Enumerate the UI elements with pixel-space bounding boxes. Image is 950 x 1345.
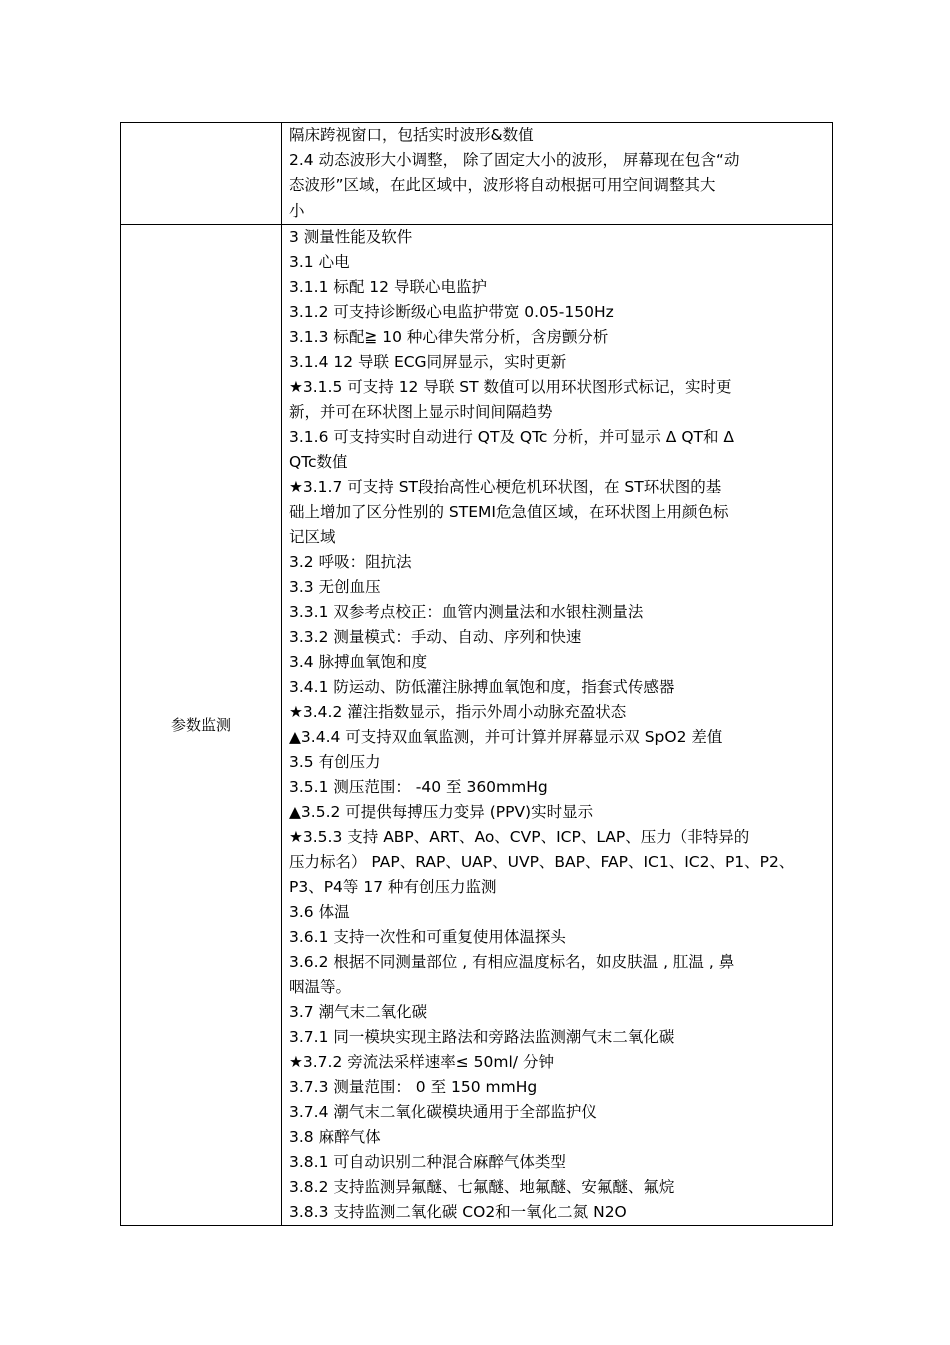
category-cell-empty [121, 123, 282, 225]
content-line: 隔床跨视窗口，包括实时波形&数值 [289, 126, 534, 144]
content-line: P3、P4等 17 种有创压力监测 [289, 877, 497, 896]
content-line: ★3.4.2 灌注指数显示，指示外周小动脉充盈状态 [289, 702, 627, 721]
content-line: ★3.1.5 可支持 12 导联 ST 数值可以用环状图形式标记，实时更 [289, 377, 732, 396]
content-line: 3.3 无创血压 [289, 577, 381, 596]
table-row-parameter-monitoring [121, 224, 833, 1225]
content-line: 3 测量性能及软件 [289, 227, 413, 246]
content-line: 3.7 潮气末二氧化碳 [289, 1002, 428, 1021]
content-line: 3.7.4 潮气末二氧化碳模块通用于全部监护仪 [289, 1102, 597, 1121]
content-line: 3.1.1 标配 12 导联心电监护 [289, 277, 487, 296]
content-line: 2.4 动态波形大小调整， 除了固定大小的波形， 屏幕现在包含“动 [289, 151, 740, 170]
table-row-display [121, 123, 833, 225]
content-line: 3.1.4 12 导联 ECG同屏显示，实时更新 [289, 352, 567, 371]
content-line: 3.8 麻醉气体 [289, 1127, 381, 1146]
content-line: 础上增加了区分性别的 STEMI危急值区域，在环状图上用颜色标 [289, 502, 729, 521]
spec-table [120, 122, 833, 1226]
content-line: ★3.5.3 支持 ABP、ART、Ao、CVP、ICP、LAP、压力（非特异的 [289, 827, 750, 846]
content-cell-display [282, 123, 833, 225]
content-line: 3.5 有创压力 [289, 752, 381, 771]
content-line: ▲3.5.2 可提供每搏压力变异 (PPV)实时显示 [289, 802, 594, 821]
content-line: 3.4 脉搏血氧饱和度 [289, 652, 428, 671]
content-line: 小 [289, 201, 305, 220]
content-line: 3.1 心电 [289, 252, 350, 271]
content-line: 3.7.1 同一模块实现主路法和旁路法监测潮气末二氧化碳 [289, 1027, 675, 1046]
content-line: 3.5.1 测压范围： -40 至 360mmHg [289, 777, 548, 796]
content-line: 态波形”区域，在此区域中，波形将自动根据可用空间调整其大 [289, 176, 716, 195]
content-line: 压力标名） PAP、RAP、UAP、UVP、BAP、FAP、IC1、IC2、P1、P2、 [289, 852, 795, 871]
content-line: 3.6 体温 [289, 902, 350, 921]
content-line: 3.2 呼吸：阻抗法 [289, 552, 412, 571]
content-line: QTc数值 [289, 452, 348, 471]
content-line: 新，并可在环状图上显示时间间隔趋势 [289, 402, 553, 421]
content-line: 3.1.6 可支持实时自动进行 QT及 QTc 分析，并可显示 Δ QT和 Δ [289, 427, 735, 446]
category-cell-parameter-monitoring: 参数监测 [121, 224, 282, 1225]
content-line: ▲3.4.4 可支持双血氧监测，并可计算并屏幕显示双 SpO2 差值 [289, 727, 723, 746]
content-line: 3.7.3 测量范围： 0 至 150 mmHg [289, 1077, 538, 1096]
content-line: ★3.1.7 可支持 ST段抬高性心梗危机环状图，在 ST环状图的基 [289, 477, 722, 496]
content-line: 3.8.1 可自动识别二种混合麻醉气体类型 [289, 1152, 566, 1171]
content-line: 3.8.3 支持监测二氧化碳 CO2和一氧化二氮 N2O [289, 1202, 627, 1221]
content-line: ★3.7.2 旁流法采样速率≤ 50ml/ 分钟 [289, 1052, 554, 1071]
content-line: 3.3.1 双参考点校正：血管内测量法和水银柱测量法 [289, 602, 644, 621]
content-line: 3.6.2 根据不同测量部位 , 有相应温度标名，如皮肤温 , 肛温 , 鼻 [289, 952, 735, 971]
content-line: 3.8.2 支持监测异氟醚、七氟醚、地氟醚、安氟醚、氟烷 [289, 1177, 675, 1196]
content-line: 咽温等。 [289, 977, 352, 996]
content-line: 3.1.3 标配≧ 10 种心律失常分析，含房颤分析 [289, 327, 609, 346]
content-line: 3.1.2 可支持诊断级心电监护带宽 0.05-150Hz [289, 302, 614, 321]
content-line: 3.6.1 支持一次性和可重复使用体温探头 [289, 927, 566, 946]
content-line: 3.3.2 测量模式：手动、自动、序列和快速 [289, 627, 582, 646]
content-line: 3.4.1 防运动、防低灌注脉搏血氧饱和度，指套式传感器 [289, 677, 675, 696]
content-line: 记区域 [289, 527, 336, 546]
content-cell-parameter-monitoring [282, 224, 833, 1225]
